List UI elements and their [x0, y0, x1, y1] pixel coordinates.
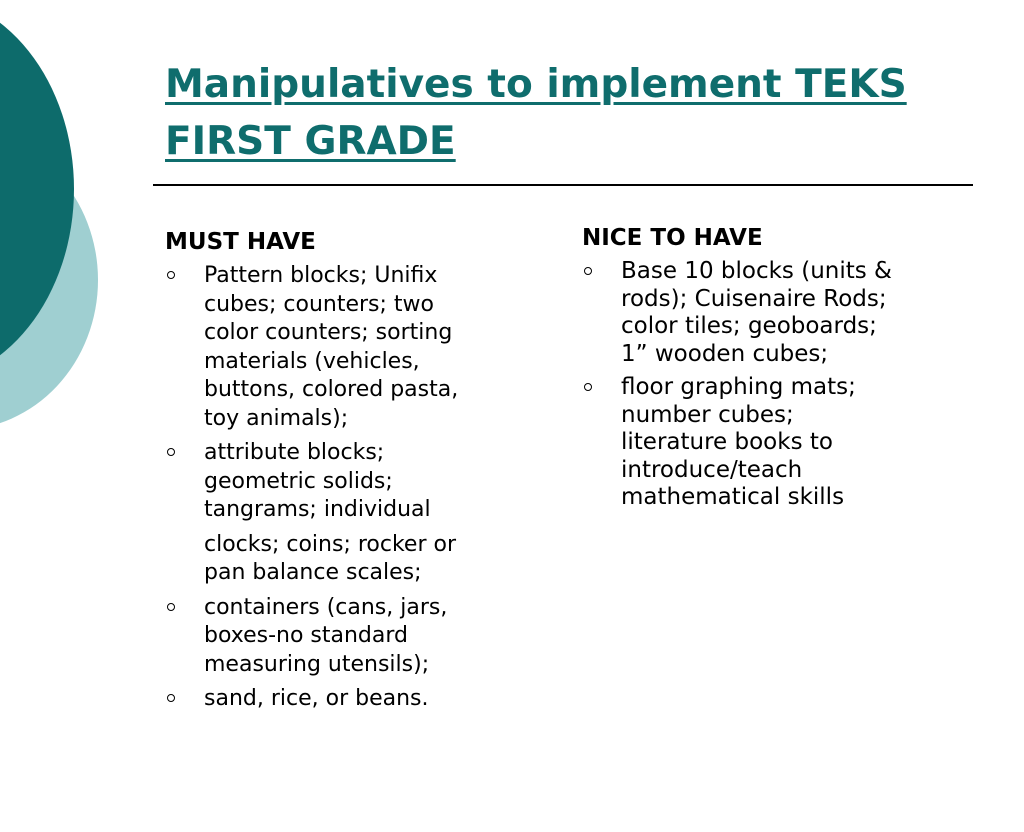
list-item: [165, 685, 535, 714]
list-item-line: floor graphing mats;: [621, 374, 856, 400]
list-item-text: [204, 685, 535, 714]
list-item-line: geometric solids;: [204, 468, 393, 494]
list-item-line: buttons, colored pasta,: [204, 377, 459, 402]
list-item-line: number cubes;: [621, 401, 794, 428]
nice-to-have-list: [582, 258, 982, 512]
hollow-circle-bullet-icon: [167, 271, 175, 279]
list-item-text: [621, 258, 982, 368]
list-item-line: literature books to: [621, 429, 833, 455]
list-item-line: cubes; counters; two: [204, 291, 435, 317]
hollow-circle-bullet-icon: [584, 267, 592, 275]
list-item: [582, 258, 982, 368]
slide-title-line-1: Manipulatives to implement TEKS: [165, 62, 907, 107]
hollow-circle-bullet-icon: [584, 383, 592, 391]
list-item-line: boxes-no standard: [204, 623, 409, 648]
list-item-text: [204, 594, 535, 680]
slide-title: [165, 56, 985, 170]
must-have-column: [165, 226, 535, 720]
list-item-line: containers (cans, jars,: [204, 594, 448, 620]
must-have-list: [165, 262, 535, 714]
list-item-line: introduce/teach: [621, 456, 803, 483]
list-item-line: sand, rice, or beans.: [204, 686, 429, 711]
list-item-line: measuring utensils);: [204, 651, 430, 677]
list-item-line: Base 10 blocks (units &: [621, 258, 892, 284]
list-item: [582, 374, 982, 512]
must-have-heading: MUST HAVE: [165, 229, 316, 255]
slide-title-line-2: FIRST GRADE: [165, 119, 456, 164]
title-divider: [153, 184, 973, 186]
list-item-line: materials (vehicles,: [204, 348, 420, 374]
list-item-text: [204, 262, 535, 433]
nice-to-have-heading: NICE TO HAVE: [582, 225, 763, 251]
list-item-line: attribute blocks;: [204, 440, 385, 465]
hollow-circle-bullet-icon: [167, 603, 175, 611]
list-item: [165, 439, 535, 588]
hollow-circle-bullet-icon: [167, 448, 175, 456]
list-item-line: toy animals);: [204, 405, 349, 431]
list-item-line: pan balance scales;: [204, 560, 422, 585]
list-item-line: mathematical skills: [621, 484, 845, 510]
list-item-line: 1” wooden cubes;: [621, 340, 829, 367]
hollow-circle-bullet-icon: [167, 694, 175, 702]
list-item-line: rods); Cuisenaire Rods;: [621, 285, 887, 312]
list-item-line: color counters; sorting: [204, 320, 453, 345]
list-item-line: tangrams; individual: [204, 497, 431, 522]
list-item-line: clocks; coins; rocker or: [204, 531, 457, 557]
list-item: [165, 594, 535, 680]
list-item-line: color tiles; geoboards;: [621, 313, 877, 339]
list-item-line: Pattern blocks; Unifix: [204, 263, 438, 288]
list-item-text: [204, 439, 535, 588]
list-item: [165, 262, 535, 433]
list-item-text: [621, 374, 982, 512]
nice-to-have-column: [582, 222, 982, 518]
